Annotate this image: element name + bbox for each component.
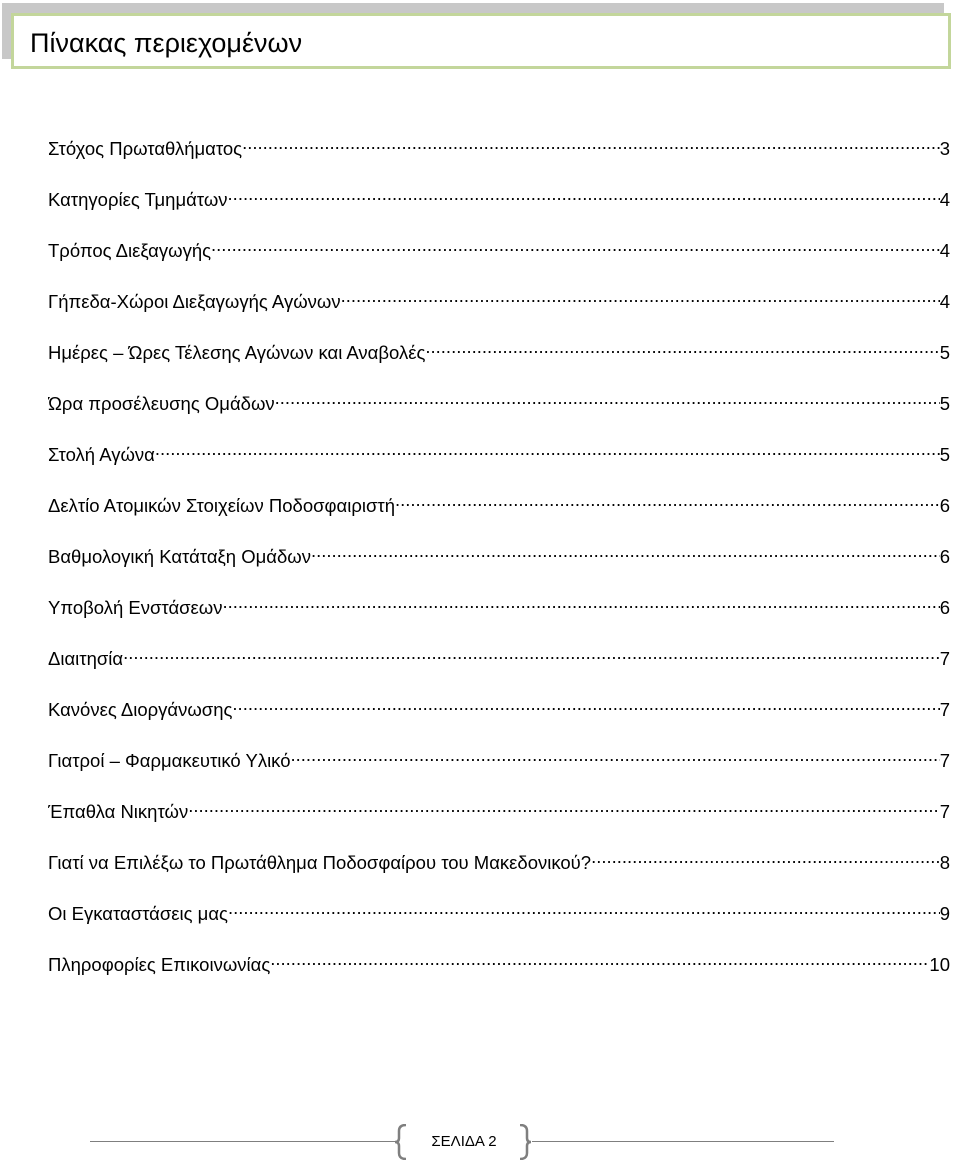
toc-entry-page: 7 xyxy=(939,648,950,669)
toc-entry[interactable] xyxy=(48,692,950,743)
dot-leader xyxy=(425,335,939,359)
toc-entry[interactable] xyxy=(48,641,950,692)
toc-entry-label: Ημέρες – Ώρες Τέλεσης Αγώνων και Αναβολές xyxy=(48,342,426,363)
dot-leader xyxy=(270,947,929,971)
toc-entry-label: Κανόνες Διοργάνωσης xyxy=(48,699,233,720)
toc-entry-page: 5 xyxy=(939,444,950,465)
toc-entry-label: Γιατί να Επιλέξω το Πρωτάθλημα Ποδοσφαίρου του Μακεδονικού? xyxy=(48,852,592,873)
toc-entry[interactable] xyxy=(48,284,950,335)
footer-rule-right xyxy=(532,1141,834,1142)
toc-entry-page: 8 xyxy=(939,852,950,873)
toc-entry-page: 3 xyxy=(939,138,950,159)
toc-entry-page: 4 xyxy=(939,189,950,210)
toc-entry-label: Διαιτησία xyxy=(48,648,124,669)
table-of-contents xyxy=(48,131,950,998)
toc-entry-page: 5 xyxy=(939,393,950,414)
dot-leader xyxy=(291,743,940,767)
dot-leader xyxy=(591,845,940,869)
toc-entry[interactable] xyxy=(48,386,950,437)
toc-entry-label: Ώρα προσέλευσης Ομάδων xyxy=(48,393,275,414)
dot-leader xyxy=(188,794,940,818)
toc-entry-label: Γιατροί – Φαρμακευτικό Υλικό xyxy=(48,750,291,771)
toc-entry[interactable] xyxy=(48,590,950,641)
footer-rule-left xyxy=(90,1141,395,1142)
toc-entry-page: 4 xyxy=(939,291,950,312)
dot-leader xyxy=(228,896,940,920)
page-title: Πίνακας περιεχομένων xyxy=(30,28,303,58)
toc-entry[interactable] xyxy=(48,131,950,182)
title-box xyxy=(11,13,951,69)
toc-entry-page: 6 xyxy=(939,546,950,567)
toc-entry-label: Κατηγορίες Τμημάτων xyxy=(48,189,228,210)
toc-entry-label: Υποβολή Ενστάσεων xyxy=(48,597,223,618)
toc-entry-page: 5 xyxy=(939,342,950,363)
toc-entry-page: 7 xyxy=(939,801,950,822)
dot-leader xyxy=(123,641,940,665)
toc-entry[interactable] xyxy=(48,182,950,233)
footer-left-brace-icon xyxy=(394,1124,408,1160)
toc-entry-label: Πληροφορίες Επικοινωνίας xyxy=(48,954,271,975)
toc-entry-label: Γήπεδα-Χώροι Διεξαγωγής Αγώνων xyxy=(48,291,341,312)
footer-right-brace-icon xyxy=(518,1124,532,1160)
toc-entry-label: Βαθμολογική Κατάταξη Ομάδων xyxy=(48,546,311,567)
toc-entry-label: Στόχος Πρωταθλήματος xyxy=(48,138,243,159)
dot-leader xyxy=(395,488,940,512)
dot-leader xyxy=(341,284,940,308)
toc-entry-label: Στολή Αγώνα xyxy=(48,444,155,465)
toc-entry-page: 4 xyxy=(939,240,950,261)
toc-entry[interactable] xyxy=(48,947,950,998)
dot-leader xyxy=(228,182,940,206)
page-number: ΣΕΛΙΔΑ 2 xyxy=(431,1133,497,1150)
dot-leader xyxy=(275,386,940,410)
toc-entry[interactable] xyxy=(48,743,950,794)
toc-entry-label: Δελτίο Ατομικών Στοιχείων Ποδοσφαιριστή xyxy=(48,495,395,516)
toc-entry-page: 7 xyxy=(939,750,950,771)
dot-leader xyxy=(242,131,940,155)
toc-entry[interactable] xyxy=(48,488,950,539)
toc-entry-page: 9 xyxy=(939,903,950,924)
toc-entry-page: 6 xyxy=(939,495,950,516)
toc-entry[interactable] xyxy=(48,539,950,590)
toc-entry-label: Έπαθλα Νικητών xyxy=(48,801,189,822)
toc-entry[interactable] xyxy=(48,437,950,488)
toc-entry-label: Οι Εγκαταστάσεις μας xyxy=(48,903,228,924)
toc-entry[interactable] xyxy=(48,794,950,845)
dot-leader xyxy=(223,590,940,614)
toc-entry[interactable] xyxy=(48,233,950,284)
dot-leader xyxy=(211,233,940,257)
toc-entry-label: Τρόπος Διεξαγωγής xyxy=(48,240,212,261)
toc-entry[interactable] xyxy=(48,896,950,947)
dot-leader xyxy=(232,692,939,716)
toc-entry[interactable] xyxy=(48,845,950,896)
toc-entry-page: 7 xyxy=(939,699,950,720)
dot-leader xyxy=(311,539,940,563)
toc-entry[interactable] xyxy=(48,335,950,386)
toc-entry-page: 10 xyxy=(929,954,950,975)
dot-leader xyxy=(155,437,940,461)
toc-entry-page: 6 xyxy=(939,597,950,618)
